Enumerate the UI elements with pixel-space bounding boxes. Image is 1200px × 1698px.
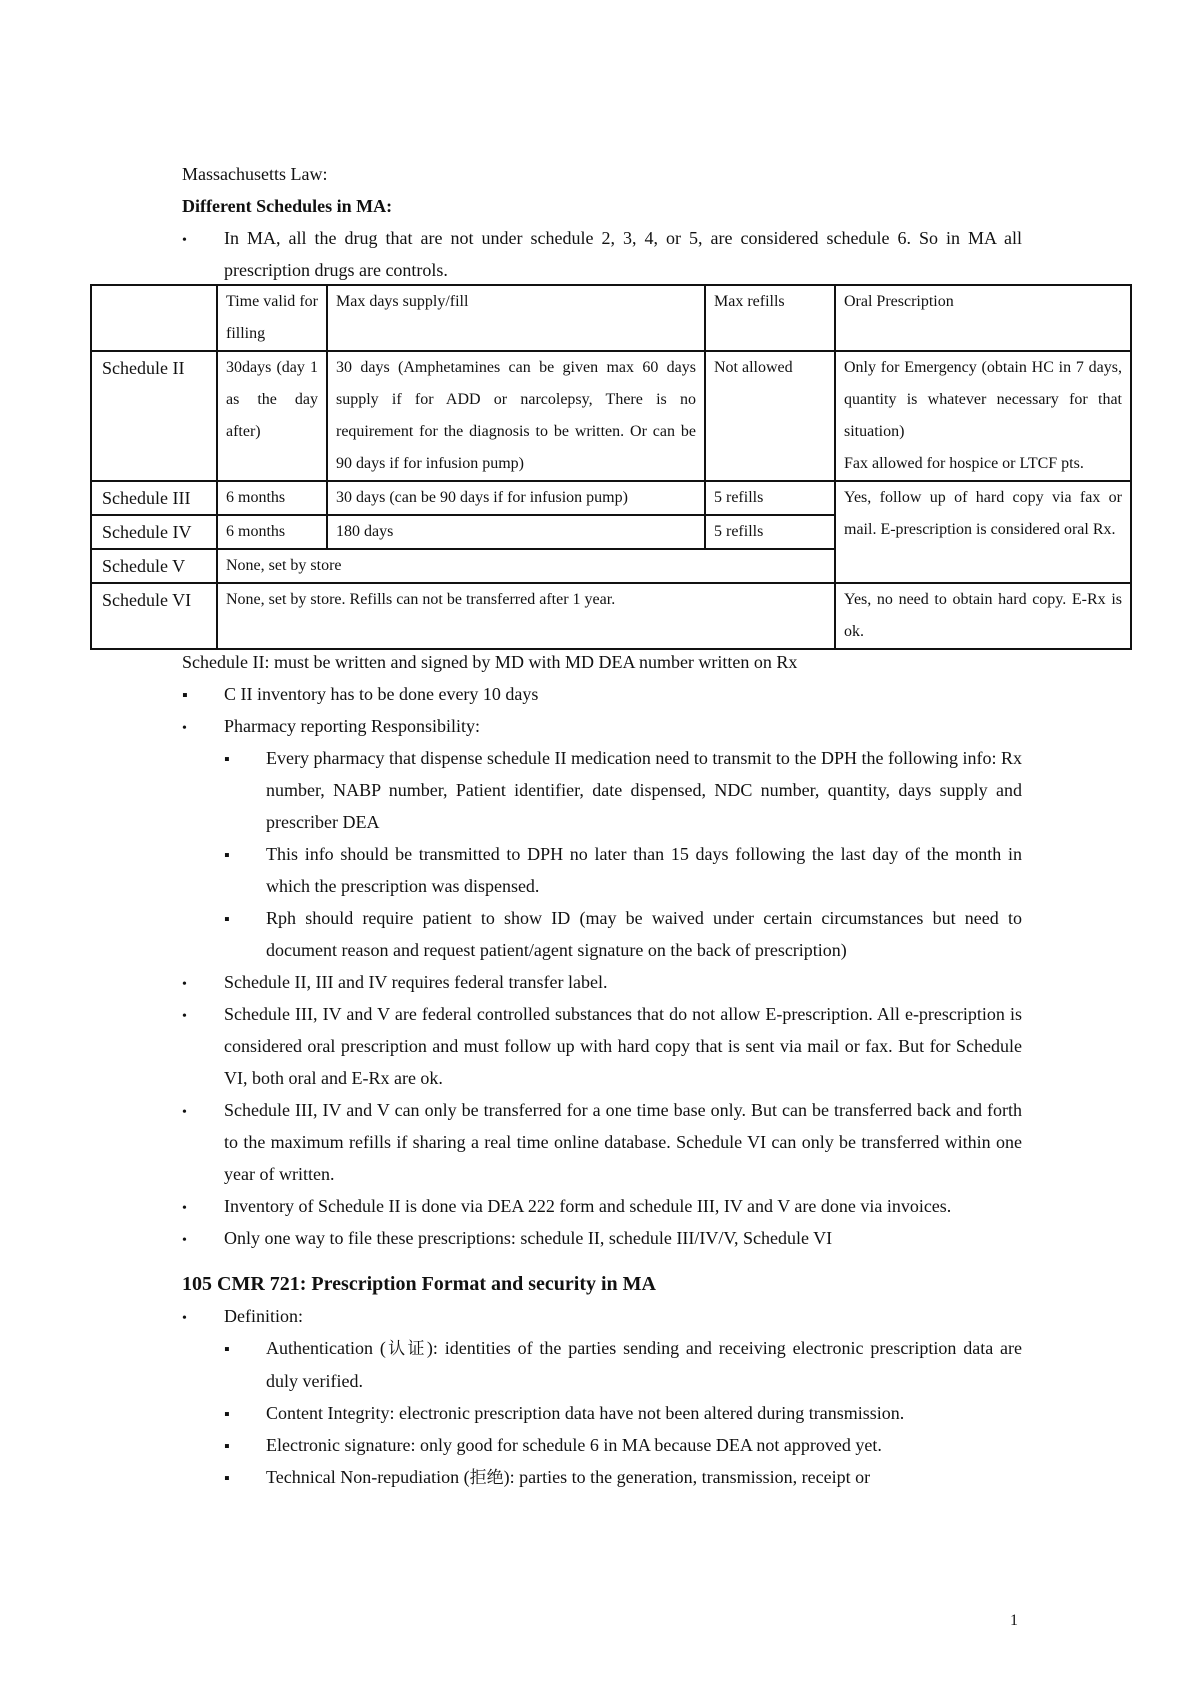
table-header-row [91,285,1131,351]
list-item-text: Electronic signature: only good for schedule 6 in MA because DEA not approved yet. [266,1435,882,1455]
square-bullet-icon [182,678,224,712]
bullet-dot-icon [182,1094,224,1129]
list-item [182,1190,1022,1222]
list-item [182,1300,1022,1332]
bullet-dot-icon [182,1190,224,1225]
list-item-text: Schedule III, IV and V are federal controlled substances that do not allow E-prescription. All e-prescription is considered oral prescription and must follow up with hard copy that is sent via mail or fax. But for Schedule VI, both oral and E-Rx are ok. [224,1004,1022,1088]
schedule-name: Schedule VI [91,583,217,649]
table-row [91,351,1131,481]
table-header-cell: Max refills [705,285,835,351]
bullet-dot-icon [182,998,224,1033]
square-bullet-icon [224,742,266,776]
oral-prescription-cell: Yes, no need to obtain hard copy. E-Rx is ok. [835,583,1131,649]
max-refills-cell: Not allowed [705,351,835,481]
max-refills-cell: 5 refills [705,481,835,515]
list-item-text: Schedule II, III and IV requires federal transfer label. [224,972,608,992]
intro-bullet-text: In MA, all the drug that are not under schedule 2, 3, 4, or 5, are considered schedule 6. So in MA all prescription drugs are controls. [224,228,1022,280]
list-item-text: Content Integrity: electronic prescription data have not been altered during transmission. [266,1403,905,1423]
bullet-dot-icon [182,222,224,257]
document-title: Massachusetts Law: [182,164,328,184]
page-number: 1 [1010,1612,1018,1629]
list-item-text: Definition: [224,1306,303,1326]
schedule-name: Schedule II [91,351,217,481]
list-item [224,1461,1022,1494]
table-row [91,583,1131,649]
table-header-cell: Oral Prescription [835,285,1131,351]
list-item [182,710,1022,742]
table-header-cell: Time valid for filling [217,285,327,351]
time-valid-cell: 6 months [217,481,327,515]
list-item-text: Inventory of Schedule II is done via DEA 222 form and schedule III, IV and V are done via invoices. [224,1196,952,1216]
square-bullet-icon [224,1332,266,1366]
list-item [224,1332,1022,1397]
chinese-gloss: 认证 [385,1339,427,1359]
max-supply-cell: 30 days (can be 90 days if for infusion pump) [327,481,705,515]
list-item-text: Schedule III, IV and V can only be transferred for a one time base only. But can be transferred back and forth to the maximum refills if sharing a real time online database. Schedule VI can only be transferred within one year of written. [224,1100,1022,1184]
list-item-text: Pharmacy reporting Responsibility: [224,716,480,736]
section-heading-schedules: Different Schedules in MA: [182,196,393,216]
oral-prescription-text: Only for Emergency (obtain HC in 7 days, quantity is whatever necessary for that situation) [844,359,1122,440]
definition-term: Authentication ( [266,1338,386,1358]
schedule-name: Schedule IV [91,515,217,549]
oral-prescription-cell: Yes, follow up of hard copy via fax or mail. E-prescription is considered oral Rx. [835,481,1131,583]
schedule-name: Schedule V [91,549,217,583]
list-item-text: Only one way to file these prescriptions: schedule II, schedule III/IV/V, Schedule VI [224,1228,833,1248]
list-item [224,1429,1022,1461]
list-item [224,902,1022,966]
schedule-info-cell: None, set by store. Refills can not be transferred after 1 year. [217,583,835,649]
intro-bullet [182,222,1022,286]
definition-text: ): identities of the parties sending and receiving electronic prescription data are duly verified. [266,1338,1023,1391]
bullet-dot-icon [182,1300,224,1335]
chinese-gloss: 拒绝 [469,1468,504,1488]
time-valid-cell: 30days (day 1 as the day after) [217,351,327,481]
oral-prescription-note: Fax allowed for hospice or LTCF pts. [844,455,1084,472]
list-item [182,966,1022,998]
bullet-dot-icon [182,966,224,1001]
square-bullet-icon [224,1397,266,1431]
definition-text: ): parties to the generation, transmission, receipt or [503,1467,871,1487]
list-item-text: This info should be transmitted to DPH no later than 15 days following the last day of the month in which the prescription was dispensed. [266,844,1022,896]
oral-prescription-cell [835,351,1131,481]
schedule-name: Schedule III [91,481,217,515]
bullet-dot-icon [182,710,224,745]
square-bullet-icon [224,838,266,872]
section-heading-cmr: 105 CMR 721: Prescription Format and security in MA [182,1273,657,1295]
body-section [182,646,1022,1494]
table-header-cell [91,285,217,351]
max-refills-cell: 5 refills [705,515,835,549]
list-item-text: Rph should require patient to show ID (may be waived under certain circumstances but need to document reason and request patient/agent signature on the back of prescription) [266,908,1022,960]
definition-term: Technical Non-repudiation ( [266,1467,470,1487]
list-item [224,1397,1022,1429]
intro-section [182,158,1022,286]
square-bullet-icon [224,1429,266,1463]
list-item [182,1094,1022,1190]
schedule-table [90,284,1132,650]
table-row [91,481,1131,515]
schedule-info-cell: None, set by store [217,549,835,583]
schedule-ii-note: Schedule II: must be written and signed by MD with MD DEA number written on Rx [182,652,798,672]
square-bullet-icon [224,1461,266,1495]
time-valid-cell: 6 months [217,515,327,549]
list-item [224,838,1022,902]
list-item-text: Every pharmacy that dispense schedule II medication need to transmit to the DPH the following info: Rx number, NABP number, Patient identifier, date dispensed, NDC number, quantity, days supply and prescriber DEA [266,748,1022,832]
bullet-dot-icon [182,1222,224,1257]
list-item [182,678,1022,710]
list-item [182,998,1022,1094]
square-bullet-icon [224,902,266,936]
max-supply-cell: 30 days (Amphetamines can be given max 60 days supply if for ADD or narcolepsy, There is no requirement for the diagnosis to be written. Or can be 90 days if for infusion pump) [327,351,705,481]
list-item-text: C II inventory has to be done every 10 days [224,684,539,704]
list-item [182,1222,1022,1254]
max-supply-cell: 180 days [327,515,705,549]
list-item [224,742,1022,838]
table-header-cell: Max days supply/fill [327,285,705,351]
